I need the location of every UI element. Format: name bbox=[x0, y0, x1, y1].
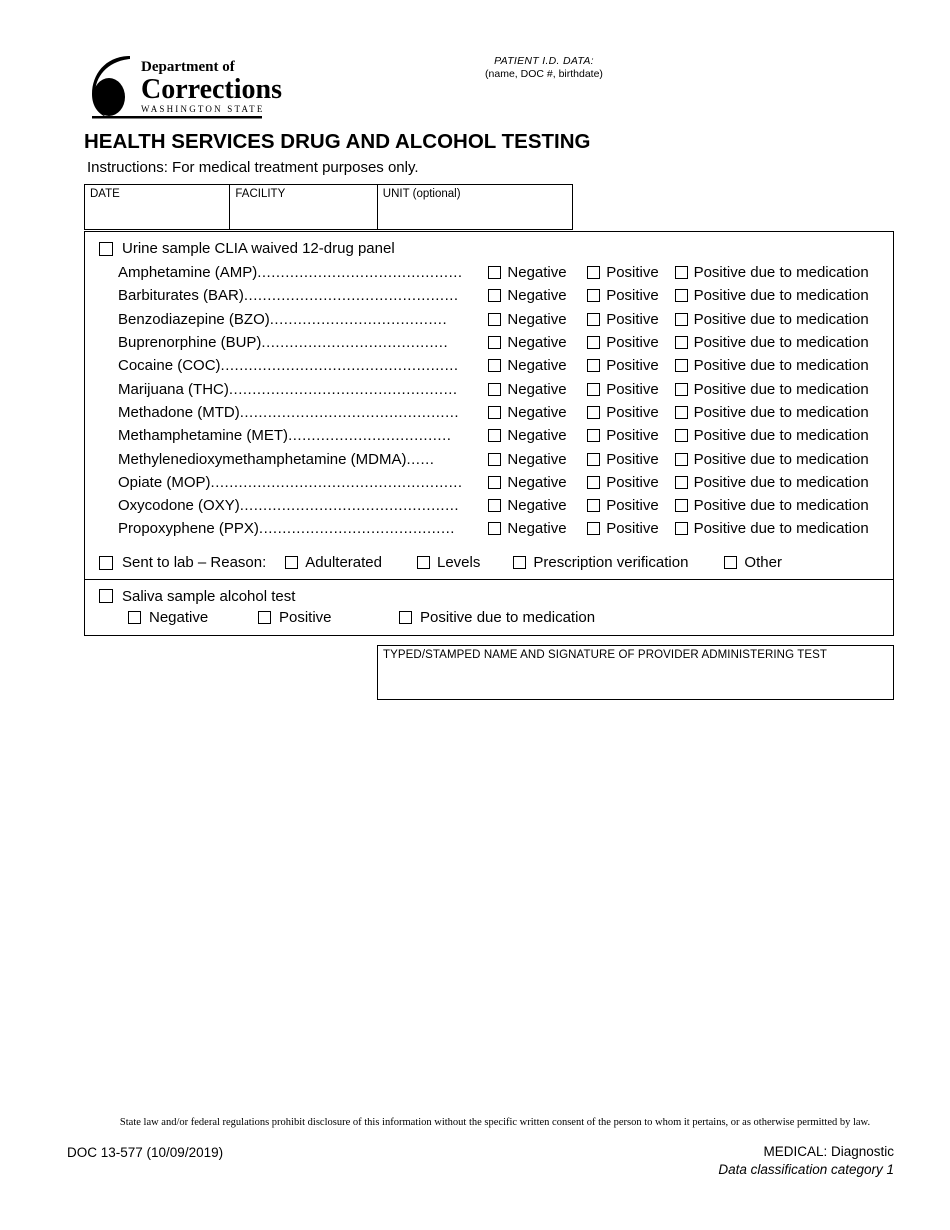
drug-positive-medication-option[interactable] bbox=[675, 520, 893, 537]
sent-to-lab-label: Sent to lab – Reason: bbox=[122, 554, 267, 572]
lab-reason-other[interactable] bbox=[724, 554, 782, 571]
drug-negative-option[interactable] bbox=[488, 451, 587, 468]
sent-to-lab-row bbox=[85, 547, 893, 579]
drug-label: Buprenorphine (BUP)........................................ bbox=[118, 334, 449, 352]
drug-positive-option[interactable] bbox=[587, 311, 674, 328]
drug-negative-option[interactable] bbox=[488, 474, 587, 491]
saliva-option-label: Positive due to medication bbox=[420, 608, 596, 626]
checkbox-positive-medication[interactable] bbox=[675, 336, 688, 349]
lab-reason-adulterated[interactable] bbox=[285, 554, 382, 571]
table-row bbox=[85, 284, 893, 307]
drug-label: Methamphetamine (MET)................................... bbox=[118, 427, 452, 445]
lab-reason-label: Levels bbox=[437, 554, 481, 572]
drug-negative-option[interactable] bbox=[488, 381, 587, 398]
checkbox-positive[interactable] bbox=[587, 289, 600, 302]
patient-id-label: PATIENT I.D. DATA: bbox=[494, 55, 594, 67]
positive-label: Positive bbox=[606, 287, 659, 305]
positive-medication-label: Positive due to medication bbox=[693, 403, 869, 421]
negative-label: Negative bbox=[507, 357, 567, 375]
saliva-sample-checkbox[interactable] bbox=[99, 589, 113, 603]
lab-reason-prescription-verification[interactable] bbox=[513, 554, 688, 571]
drug-positive-option[interactable] bbox=[587, 334, 674, 351]
checkbox-positive-medication[interactable] bbox=[675, 522, 688, 535]
drug-label: Marijuana (THC)................................................. bbox=[118, 380, 458, 398]
saliva-section-title: Saliva sample alcohol test bbox=[122, 587, 296, 605]
checkbox-positive[interactable] bbox=[587, 453, 600, 466]
drug-negative-option[interactable] bbox=[488, 311, 587, 328]
checkbox-positive[interactable] bbox=[587, 359, 600, 372]
drug-negative-option[interactable] bbox=[488, 520, 587, 537]
doc-logo bbox=[84, 50, 282, 122]
negative-label: Negative bbox=[507, 403, 567, 421]
lab-reason-label: Other bbox=[744, 554, 782, 572]
saliva-section bbox=[85, 580, 893, 635]
negative-label: Negative bbox=[507, 520, 567, 538]
patient-id-hint: (name, DOC #, birthdate) bbox=[485, 68, 603, 81]
date-label: DATE bbox=[90, 188, 120, 200]
positive-medication-label: Positive due to medication bbox=[693, 497, 869, 515]
checkbox-prescription-verification[interactable] bbox=[513, 556, 526, 569]
drug-label: Benzodiazepine (BZO)...................................... bbox=[118, 310, 448, 328]
medical-category: MEDICAL: Diagnostic bbox=[763, 1144, 894, 1159]
drug-negative-option[interactable] bbox=[488, 404, 587, 421]
signature-label: TYPED/STAMPED NAME AND SIGNATURE OF PROVIDER ADMINISTERING TEST bbox=[383, 649, 827, 661]
drug-positive-medication-option[interactable] bbox=[675, 311, 893, 328]
saliva-option-label: Positive bbox=[279, 608, 332, 626]
positive-medication-label: Positive due to medication bbox=[693, 427, 869, 445]
checkbox-positive-medication[interactable] bbox=[675, 383, 688, 396]
checkbox-positive[interactable] bbox=[587, 499, 600, 512]
facility-field[interactable] bbox=[230, 185, 377, 229]
positive-medication-label: Positive due to medication bbox=[693, 520, 869, 538]
drug-label: Methylenedioxymethamphetamine (MDMA)...... bbox=[118, 450, 435, 468]
negative-label: Negative bbox=[507, 497, 567, 515]
saliva-options-row bbox=[85, 607, 893, 635]
table-row bbox=[85, 261, 893, 284]
checkbox-negative[interactable] bbox=[488, 429, 501, 442]
drug-negative-option[interactable] bbox=[488, 287, 587, 304]
drug-label: Methadone (MTD)............................................... bbox=[118, 403, 460, 421]
urine-section-header[interactable] bbox=[85, 232, 893, 259]
table-row bbox=[85, 494, 893, 517]
drug-label: Barbiturates (BAR).............................................. bbox=[118, 287, 459, 305]
drug-negative-option[interactable] bbox=[488, 334, 587, 351]
lab-reason-levels[interactable] bbox=[417, 554, 480, 571]
saliva-section-header[interactable] bbox=[85, 580, 893, 607]
negative-label: Negative bbox=[507, 427, 567, 445]
checkbox-positive-medication[interactable] bbox=[675, 476, 688, 489]
logo-corrections: Corrections bbox=[141, 74, 282, 105]
positive-label: Positive bbox=[606, 310, 659, 328]
drug-label: Amphetamine (AMP)............................................ bbox=[118, 264, 463, 282]
table-row bbox=[85, 331, 893, 354]
checkbox-positive-medication[interactable] bbox=[675, 266, 688, 279]
signature-field[interactable] bbox=[377, 645, 894, 700]
positive-medication-label: Positive due to medication bbox=[693, 287, 869, 305]
drug-positive-medication-option[interactable] bbox=[675, 474, 893, 491]
saliva-negative-option[interactable] bbox=[128, 609, 258, 626]
checkbox-positive-medication[interactable] bbox=[675, 359, 688, 372]
checkbox-other[interactable] bbox=[724, 556, 737, 569]
page-header bbox=[84, 50, 894, 130]
drug-positive-option[interactable] bbox=[587, 264, 674, 281]
drug-positive-medication-option[interactable] bbox=[675, 334, 893, 351]
doc-logo-text bbox=[141, 60, 282, 114]
checkbox-negative[interactable] bbox=[488, 359, 501, 372]
drug-positive-medication-option[interactable] bbox=[675, 497, 893, 514]
positive-medication-label: Positive due to medication bbox=[693, 310, 869, 328]
drug-label: Cocaine (COC)................................................... bbox=[118, 357, 459, 375]
negative-label: Negative bbox=[507, 380, 567, 398]
drug-positive-medication-option[interactable] bbox=[675, 287, 893, 304]
checkbox-adulterated[interactable] bbox=[285, 556, 298, 569]
drug-label: Propoxyphene (PPX).......................................... bbox=[118, 520, 455, 538]
drug-positive-medication-option[interactable] bbox=[675, 264, 893, 281]
checkbox-positive[interactable] bbox=[587, 383, 600, 396]
checkbox-positive[interactable] bbox=[587, 313, 600, 326]
checkbox-positive[interactable] bbox=[587, 429, 600, 442]
footer-classification bbox=[718, 1143, 894, 1179]
positive-label: Positive bbox=[606, 427, 659, 445]
checkbox-positive-medication[interactable] bbox=[675, 406, 688, 419]
positive-label: Positive bbox=[606, 473, 659, 491]
positive-medication-label: Positive due to medication bbox=[693, 264, 869, 282]
data-classification: Data classification category 1 bbox=[718, 1162, 894, 1178]
drug-positive-medication-option[interactable] bbox=[675, 381, 893, 398]
positive-label: Positive bbox=[606, 520, 659, 538]
checkbox-saliva-positive-medication[interactable] bbox=[399, 611, 412, 624]
page-title: HEALTH SERVICES DRUG AND ALCOHOL TESTING bbox=[84, 130, 591, 153]
positive-medication-label: Positive due to medication bbox=[693, 334, 869, 352]
checkbox-negative[interactable] bbox=[488, 336, 501, 349]
checkbox-negative[interactable] bbox=[488, 383, 501, 396]
table-row bbox=[85, 517, 893, 540]
checkbox-positive-medication[interactable] bbox=[675, 499, 688, 512]
unit-field[interactable] bbox=[378, 185, 572, 229]
drug-positive-medication-option[interactable] bbox=[675, 357, 893, 374]
drug-positive-option[interactable] bbox=[587, 474, 674, 491]
drug-positive-medication-option[interactable] bbox=[675, 427, 893, 444]
table-row bbox=[85, 424, 893, 447]
checkbox-positive-medication[interactable] bbox=[675, 289, 688, 302]
checkbox-positive[interactable] bbox=[587, 522, 600, 535]
logo-state: WASHINGTON STATE bbox=[141, 104, 265, 114]
checkbox-negative[interactable] bbox=[488, 406, 501, 419]
drug-positive-option[interactable] bbox=[587, 381, 674, 398]
saliva-positive-option[interactable] bbox=[258, 609, 399, 626]
drug-positive-option[interactable] bbox=[587, 287, 674, 304]
lab-reason-label: Adulterated bbox=[305, 554, 382, 572]
positive-label: Positive bbox=[606, 334, 659, 352]
logo-department: Department of bbox=[141, 59, 235, 75]
drug-negative-option[interactable] bbox=[488, 497, 587, 514]
info-table bbox=[84, 184, 573, 230]
drug-positive-medication-option[interactable] bbox=[675, 451, 893, 468]
positive-medication-label: Positive due to medication bbox=[693, 357, 869, 375]
legal-notice: State law and/or federal regulations prohibit disclosure of this information without the specific written consent of the person to whom it pertains, or as otherwise permitted by law. bbox=[119, 1117, 871, 1128]
positive-label: Positive bbox=[606, 357, 659, 375]
drug-positive-option[interactable] bbox=[587, 451, 674, 468]
drug-result-list bbox=[85, 259, 893, 547]
drug-positive-option[interactable] bbox=[587, 520, 674, 537]
checkbox-positive[interactable] bbox=[587, 406, 600, 419]
checkbox-positive-medication[interactable] bbox=[675, 453, 688, 466]
drug-label: Opiate (MOP)...................................................... bbox=[118, 473, 463, 491]
checkbox-negative[interactable] bbox=[488, 266, 501, 279]
drug-positive-option[interactable] bbox=[587, 427, 674, 444]
checkbox-positive-medication[interactable] bbox=[675, 313, 688, 326]
table-row bbox=[85, 308, 893, 331]
drug-positive-option[interactable] bbox=[587, 404, 674, 421]
negative-label: Negative bbox=[507, 310, 567, 328]
drug-positive-option[interactable] bbox=[587, 497, 674, 514]
sent-to-lab-checkbox[interactable] bbox=[99, 556, 113, 570]
results-panel bbox=[84, 231, 894, 636]
instructions-text: Instructions: For medical treatment purposes only. bbox=[87, 159, 419, 176]
table-row bbox=[85, 401, 893, 424]
checkbox-saliva-negative[interactable] bbox=[128, 611, 141, 624]
checkbox-negative[interactable] bbox=[488, 289, 501, 302]
checkbox-levels[interactable] bbox=[417, 556, 430, 569]
checkbox-positive[interactable] bbox=[587, 266, 600, 279]
table-row bbox=[85, 447, 893, 470]
unit-label: UNIT (optional) bbox=[382, 188, 461, 200]
drug-negative-option[interactable] bbox=[488, 427, 587, 444]
checkbox-negative[interactable] bbox=[488, 499, 501, 512]
table-row bbox=[85, 377, 893, 400]
checkbox-positive[interactable] bbox=[587, 476, 600, 489]
checkbox-positive-medication[interactable] bbox=[675, 429, 688, 442]
positive-label: Positive bbox=[606, 264, 659, 282]
drug-positive-medication-option[interactable] bbox=[675, 404, 893, 421]
urine-section-title: Urine sample CLIA waived 12-drug panel bbox=[122, 240, 395, 257]
positive-label: Positive bbox=[606, 380, 659, 398]
checkbox-positive[interactable] bbox=[587, 336, 600, 349]
positive-label: Positive bbox=[606, 450, 659, 468]
urine-section bbox=[85, 232, 893, 580]
document-number: DOC 13-577 (10/09/2019) bbox=[67, 1145, 224, 1160]
lab-reason-label: Prescription verification bbox=[533, 554, 689, 572]
negative-label: Negative bbox=[507, 473, 567, 491]
drug-negative-option[interactable] bbox=[488, 264, 587, 281]
positive-medication-label: Positive due to medication bbox=[693, 450, 869, 468]
negative-label: Negative bbox=[507, 450, 567, 468]
negative-label: Negative bbox=[507, 334, 567, 352]
checkbox-negative[interactable] bbox=[488, 476, 501, 489]
positive-label: Positive bbox=[606, 497, 659, 515]
positive-medication-label: Positive due to medication bbox=[693, 380, 869, 398]
drug-label: Oxycodone (OXY)............................................... bbox=[118, 497, 460, 515]
patient-id-block bbox=[384, 55, 704, 81]
facility-label: FACILITY bbox=[235, 188, 286, 200]
table-row bbox=[85, 471, 893, 494]
table-row bbox=[85, 354, 893, 377]
checkbox-negative[interactable] bbox=[488, 522, 501, 535]
saliva-option-label: Negative bbox=[149, 608, 209, 626]
saliva-positive-medication-option[interactable] bbox=[399, 609, 595, 626]
drug-negative-option[interactable] bbox=[488, 357, 587, 374]
positive-label: Positive bbox=[606, 403, 659, 421]
urine-sample-checkbox[interactable] bbox=[99, 242, 113, 256]
checkbox-negative[interactable] bbox=[488, 313, 501, 326]
checkbox-negative[interactable] bbox=[488, 453, 501, 466]
drug-positive-option[interactable] bbox=[587, 357, 674, 374]
negative-label: Negative bbox=[507, 264, 567, 282]
date-field[interactable] bbox=[85, 185, 230, 229]
negative-label: Negative bbox=[507, 287, 567, 305]
checkbox-saliva-positive[interactable] bbox=[258, 611, 271, 624]
positive-medication-label: Positive due to medication bbox=[693, 473, 869, 491]
